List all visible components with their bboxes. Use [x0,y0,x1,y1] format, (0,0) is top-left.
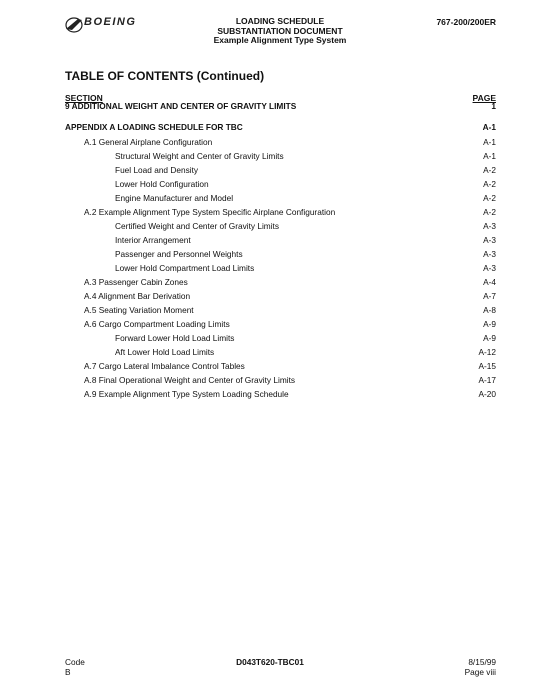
toc-entry-title: A.2 Example Alignment Type System Specific Airplane Configuration [84,207,336,217]
toc-entry [0,221,540,233]
footer-date: 8/15/99 [468,657,496,667]
toc-entry [0,193,540,205]
toc-entry [0,179,540,191]
toc-entry-page: A-2 [483,193,496,203]
toc-entry-title: A.4 Alignment Bar Derivation [84,291,191,301]
header-line-3: Example Alignment Type System [213,35,347,46]
boeing-logo [64,15,154,37]
toc-entry-page: A-2 [483,207,496,217]
header-line-2: SUBSTANTIATION DOCUMENT [217,25,343,36]
toc-entry [0,389,540,401]
footer-page: Page viii [464,666,496,677]
toc-entry-title: Lower Hold Compartment Load Limits [115,263,255,273]
footer-code-value: B [65,666,71,677]
toc-entry-page: A-2 [483,165,496,175]
toc-entry-title: Lower Hold Configuration [115,179,209,189]
toc-entry [0,305,540,317]
toc-entry-page: A-1 [482,122,496,132]
toc-entry [0,101,540,113]
toc-entry-title: Passenger and Personnel Weights [115,249,243,259]
footer-date-page [465,658,496,677]
section-column-header: SECTION [65,93,103,103]
toc-entry [0,333,540,345]
toc-entry-title: A.9 Example Alignment Type System Loading Schedule [84,389,289,399]
aircraft-model: 767-200/200ER [436,17,496,27]
toc-entry-title: Fuel Load and Density [115,165,199,175]
toc-entry-title: A.6 Cargo Compartment Loading Limits [84,319,230,329]
toc-entry [0,249,540,261]
toc-entry [0,235,540,247]
toc-entry-page: A-4 [483,277,496,287]
toc-entry-page: A-3 [483,235,496,245]
toc-entry-title: Structural Weight and Center of Gravity Limits [115,151,284,161]
footer-document-number: D043T620-TBC01 [236,657,304,667]
toc-entry-title: Interior Arrangement [115,235,191,245]
toc-entry [0,375,540,387]
toc-entry [0,122,540,134]
toc-entry-page: A-20 [478,389,496,399]
toc-entry-title: Aft Lower Hold Load Limits [115,347,215,357]
toc-entry [0,347,540,359]
toc-entry-page: A-1 [483,151,496,161]
toc-entry-page: A-9 [483,333,496,343]
toc-entry-title: Engine Manufacturer and Model [115,193,234,203]
toc-entry-page: A-15 [478,361,496,371]
toc-entry [0,277,540,289]
toc-entry [0,361,540,373]
toc-entry-page: A-3 [483,249,496,259]
toc-entry-page: A-7 [483,291,496,301]
footer-code-label: Code [65,657,85,667]
page-column-header: PAGE [472,93,496,103]
toc-entry-page: 1 [491,101,496,111]
toc-entry [0,207,540,219]
toc-entry-page: A-17 [478,375,496,385]
toc-entry-page: A-12 [478,347,496,357]
toc-entry-page: A-1 [483,137,496,147]
toc-entry [0,291,540,303]
toc-entry [0,165,540,177]
toc-entry [0,319,540,331]
toc-entry [0,137,540,149]
toc-entry [0,263,540,275]
toc-entry-title: Forward Lower Hold Load Limits [115,333,235,343]
toc-entry-title: 9 ADDITIONAL WEIGHT AND CENTER OF GRAVITY LIMITS [65,101,297,111]
toc-entry-page: A-9 [483,319,496,329]
logo-wordmark: BOEING [84,16,137,28]
toc-entry-page: A-3 [483,263,496,273]
toc-entry-title: APPENDIX A LOADING SCHEDULE FOR TBC [65,122,243,132]
toc-entry-page: A-3 [483,221,496,231]
toc-entry-title: A.7 Cargo Lateral Imbalance Control Tables [84,361,245,371]
header-line-1: LOADING SCHEDULE [235,16,325,26]
toc-entry-page: A-8 [483,305,496,315]
toc-entry-title: Certified Weight and Center of Gravity Limits [115,221,280,231]
toc-entry [0,151,540,163]
toc-entry-title: A.8 Final Operational Weight and Center of Gravity Limits [84,375,296,385]
toc-entry-title: A.1 General Airplane Configuration [84,137,213,147]
document-header [180,17,380,46]
toc-entry-title: A.3 Passenger Cabin Zones [84,277,188,287]
toc-entry-title: A.5 Seating Variation Moment [84,305,194,315]
toc-entry-page: A-2 [483,179,496,189]
boeing-symbol-icon [64,15,86,35]
toc-title: TABLE OF CONTENTS (Continued) [65,69,265,83]
